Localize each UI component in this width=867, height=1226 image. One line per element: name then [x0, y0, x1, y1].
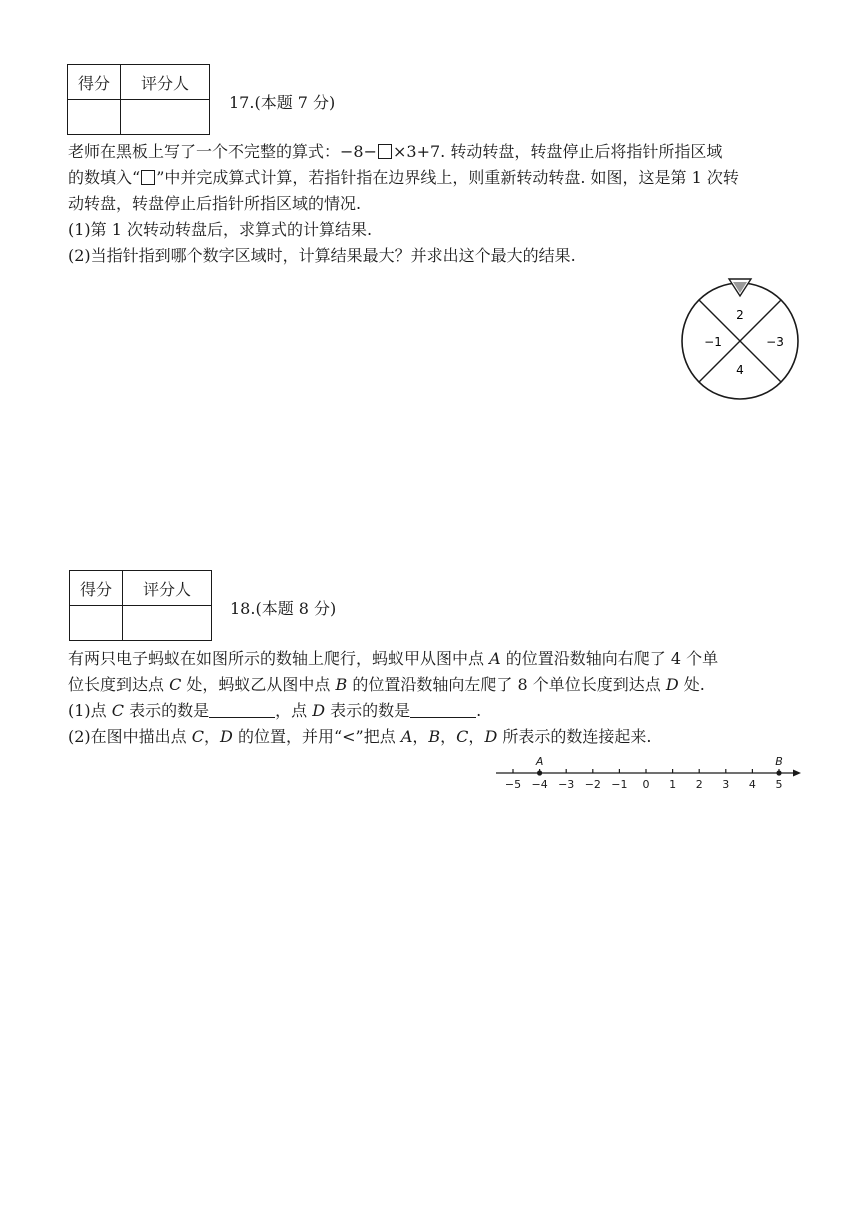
score-cell[interactable] — [70, 606, 123, 641]
wheel-label-left: −1 — [704, 335, 722, 349]
number-line-tick-label: −5 — [504, 778, 522, 791]
blank-box — [141, 170, 155, 185]
blank-box — [378, 144, 392, 159]
number-line-point — [776, 770, 781, 775]
number-line-point-label: B — [775, 755, 783, 768]
q18-title: 18.(本题 8 分) — [230, 599, 337, 618]
number-line-tick-label: 2 — [695, 778, 703, 791]
arrow-right-icon — [793, 770, 801, 777]
spinner-wheel — [676, 272, 806, 406]
number-line-point-label: A — [535, 755, 544, 768]
grader-cell[interactable] — [121, 100, 210, 135]
number-line — [494, 750, 806, 794]
grader-cell[interactable] — [123, 606, 212, 641]
q18-body — [68, 646, 808, 750]
q18-line2: 位长度到达点 C 处，蚂蚁乙从图中点 B 的位置沿数轴向左爬了 8 个单位长度到达点 D 处. — [68, 675, 705, 694]
score-table-18 — [69, 570, 212, 641]
number-line-tick-label: 5 — [775, 778, 783, 791]
grader-header: 评分人 — [121, 65, 210, 100]
q18-sub2: (2)在图中描出点 C，D 的位置，并用“<”把点 A，B，C，D 所表示的数连接起来. — [68, 727, 652, 746]
number-line-tick-label: 4 — [748, 778, 756, 791]
grader-header: 评分人 — [123, 571, 212, 606]
q17-line3: 动转盘，转盘停止后指针所指区域的情况. — [68, 194, 362, 213]
wheel-label-bottom: 4 — [736, 363, 744, 377]
answer-blank-c[interactable] — [209, 701, 275, 718]
q17-line1: 老师在黑板上写了一个不完整的算式：−8− ×3+7. 转动转盘，转盘停止后将指针所指区域 — [68, 142, 723, 161]
q17-line2: 的数填入“ ”中并完成算式计算，若指针指在边界线上，则重新转动转盘. 如图，这是第 1 次转 — [68, 168, 739, 187]
score-header: 得分 — [68, 65, 121, 100]
number-line-tick-label: 1 — [669, 778, 677, 791]
number-line-tick-label: −2 — [584, 778, 601, 791]
number-line-tick-label: −1 — [611, 778, 628, 791]
score-header: 得分 — [70, 571, 123, 606]
score-table-17 — [67, 64, 210, 135]
q17-sub1: (1)第 1 次转动转盘后，求算式的计算结果. — [68, 220, 373, 239]
score-cell[interactable] — [68, 100, 121, 135]
q18-sub1: (1)点 C 表示的数是 ，点 D 表示的数是 . — [68, 701, 482, 720]
number-line-point — [537, 770, 542, 775]
answer-blank-d[interactable] — [410, 701, 476, 718]
q17-body — [68, 139, 808, 269]
wheel-label-right: −3 — [766, 335, 784, 349]
number-line-tick-label: 3 — [722, 778, 730, 791]
wheel-label-top: 2 — [736, 308, 744, 322]
number-line-tick-label: −3 — [558, 778, 575, 791]
q18-line1: 有两只电子蚂蚁在如图所示的数轴上爬行，蚂蚁甲从图中点 A 的位置沿数轴向右爬了 4 个单 — [68, 649, 719, 668]
q17-title: 17.(本题 7 分) — [229, 93, 336, 112]
number-line-tick-label: −4 — [531, 778, 548, 791]
number-line-tick-label: 0 — [642, 778, 650, 791]
q17-sub2: (2)当指针指到哪个数字区域时，计算结果最大？并求出这个最大的结果. — [68, 246, 576, 265]
